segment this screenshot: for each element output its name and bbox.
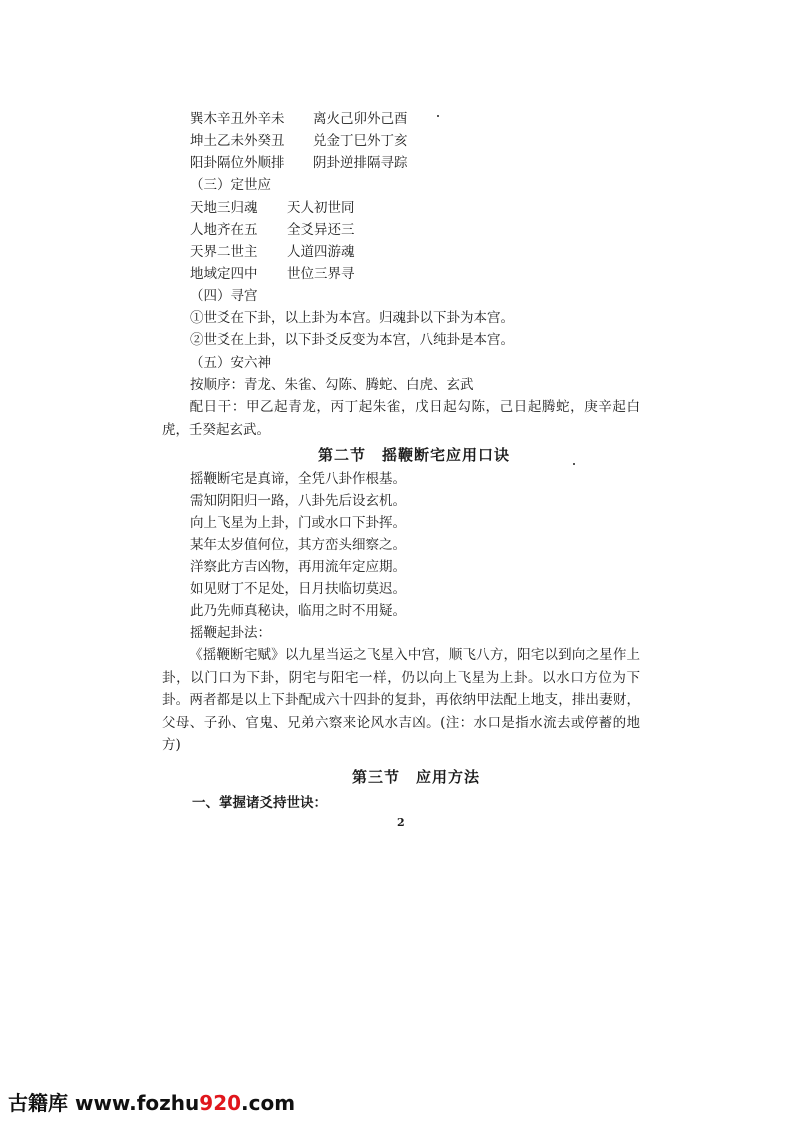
peiri-text: 配日干：甲乙起青龙，丙丁起朱雀，戊日起勾陈，己日起腾蛇，庚辛起白虎，壬癸起玄武。 — [162, 399, 640, 438]
verse-b-3-left: 天界二世主 — [190, 244, 258, 260]
verse-a-2-left: 坤土乙未外癸丑 — [190, 133, 285, 149]
verse-b-1-right: 天人初世同 — [287, 200, 355, 216]
section-3-title: 第三节 应用方法 — [352, 768, 481, 786]
verse-a-1-left: 巽木辛丑外辛未 — [190, 111, 285, 127]
watermark-tail: .com — [241, 1091, 296, 1115]
verse-c-5: 洋察此方吉凶物，再用流年定应期。 — [190, 559, 406, 575]
rule-1: ①世爻在下卦，以上卦为本宫。归魂卦以下卦为本宫。 — [190, 310, 514, 326]
watermark-number: 920 — [199, 1091, 242, 1115]
scan-speck — [573, 463, 575, 465]
verse-b-3-right: 人道四游魂 — [287, 244, 355, 260]
verse-a-1-right: 离火己卯外己酉 — [313, 111, 408, 127]
peiri-paragraph — [162, 396, 640, 441]
method-label: 摇鞭起卦法： — [190, 625, 271, 641]
verse-b-2-left: 人地齐在五 — [190, 222, 258, 238]
rule-2: ②世爻在上卦，以下卦爻反变为本宫，八纯卦是本宫。 — [190, 332, 514, 348]
verse-c-4: 某年太岁值何位，其方峦头细察之。 — [190, 537, 406, 553]
section-2-title: 第二节 摇鞭断宅应用口诀 — [318, 446, 511, 464]
verse-c-2: 需知阴阳归一路，八卦先后设玄机。 — [190, 493, 406, 509]
six-gods-order: 按顺序：青龙、朱雀、勾陈、腾蛇、白虎、玄武 — [190, 377, 474, 393]
verse-b-2-right: 全爻异还三 — [287, 222, 355, 238]
watermark-brand: 古籍库 www.fozhu — [8, 1091, 200, 1115]
verse-b-4-right: 世位三界寻 — [287, 266, 355, 282]
subheading-5: （五）安六神 — [190, 355, 271, 371]
subheading-3: （三）定世应 — [190, 177, 271, 193]
verse-c-3: 向上飞星为上卦，门或水口下卦挥。 — [190, 515, 406, 531]
verse-b-4-left: 地域定四中 — [190, 266, 258, 282]
verse-a-3-left: 阳卦隔位外顺排 — [190, 155, 285, 171]
verse-c-1: 摇鞭断宅是真谛，全凭八卦作根基。 — [190, 471, 406, 487]
verse-b-1-left: 天地三归魂 — [190, 200, 258, 216]
page-number: 2 — [397, 816, 405, 829]
scan-speck — [437, 115, 439, 117]
verse-c-7: 此乃先师真秘诀，临用之时不用疑。 — [190, 603, 406, 619]
method-paragraph — [162, 644, 640, 757]
verse-a-2-right: 兑金丁巳外丁亥 — [313, 133, 408, 149]
verse-c-6: 如见财丁不足处，日月扶临切莫迟。 — [190, 581, 406, 597]
method-text: 《摇鞭断宅赋》以九星当运之飞星入中宫，顺飞八方，阳宅以到向之星作上卦，以门口为下卦，阴宅与阳宅一样，仍以向上飞星为上卦。以水口方位为下卦。两者都是以上下卦配成六十四卦的复卦，再依纳甲法配上地支，排出妻财，父母、子孙、官鬼、兄弟六察来论风水吉凶。(注：水口是指水流去或停蓄的地方) — [162, 647, 640, 753]
subheading-4: （四）寻宫 — [190, 288, 258, 304]
verse-a-3-right: 阴卦逆排隔寻踪 — [313, 155, 408, 171]
section-3-subheading: 一、掌握诸爻持世诀： — [192, 795, 327, 811]
site-watermark — [8, 1087, 295, 1116]
